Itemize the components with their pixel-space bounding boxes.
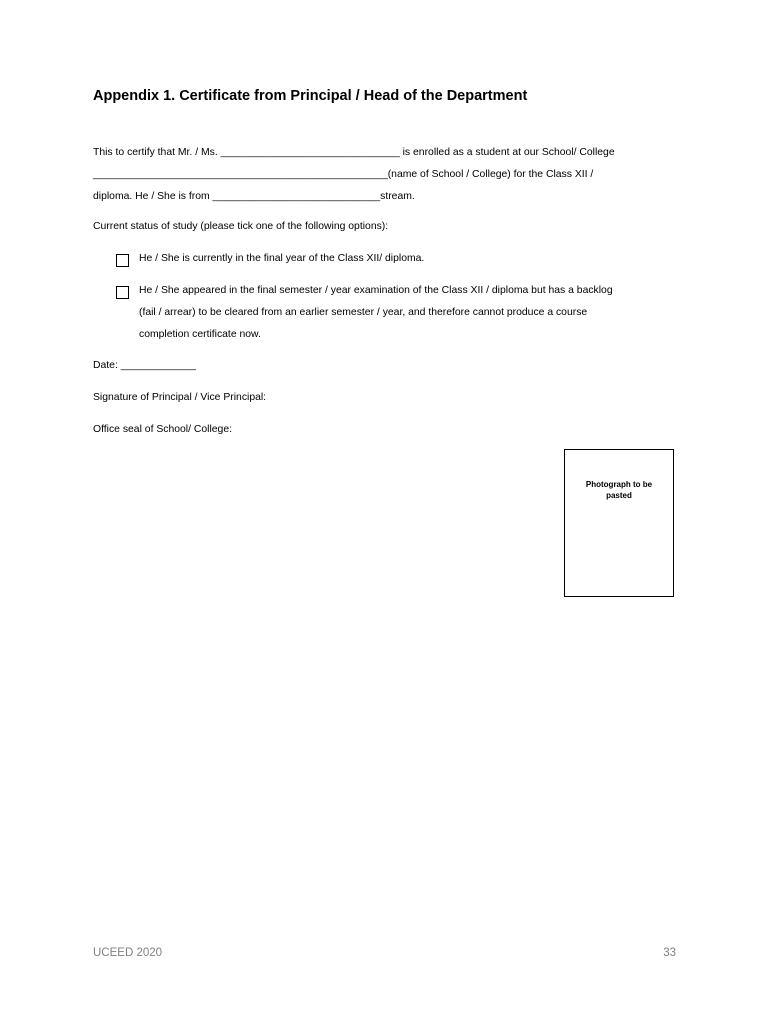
photo-box-label: Photograph to be pasted [585,480,653,500]
certification-line-2: ___________________________________________________(name of School / College) for the Class XII / [93,169,594,180]
option-text [139,248,699,270]
option-line: (fail / arrear) to be cleared from an earlier semester / year, and therefore cannot produce a course [139,307,588,318]
photo-box [564,449,674,597]
certification-line-1: This to certify that Mr. / Ms. _______________________________ is enrolled as a student at our School/ College [93,147,615,158]
certification-line-3: diploma. He / She is from _____________________________stream. [93,191,415,202]
final-year-checkbox[interactable] [116,254,129,267]
page-number: 33 [663,947,676,959]
option-line: He / She appeared in the final semester / year examination of the Class XII / diploma but has a backlog [139,285,613,296]
status-label: Current status of study (please tick one of the following options): [93,221,389,232]
date-field: Date: _____________ [93,360,196,371]
option-text [139,280,699,346]
signature-field: Signature of Principal / Vice Principal: [93,392,267,403]
certification-paragraph [93,142,683,208]
option-line: completion certificate now. [139,329,261,340]
option-line: He / She is currently in the final year of the Class XII/ diploma. [139,253,425,264]
office-seal-field: Office seal of School/ College: [93,424,233,435]
page-title: Appendix 1. Certificate from Principal / Head of the Department [93,88,528,104]
footer-title: UCEED 2020 [93,947,163,959]
backlog-checkbox[interactable] [116,286,129,299]
